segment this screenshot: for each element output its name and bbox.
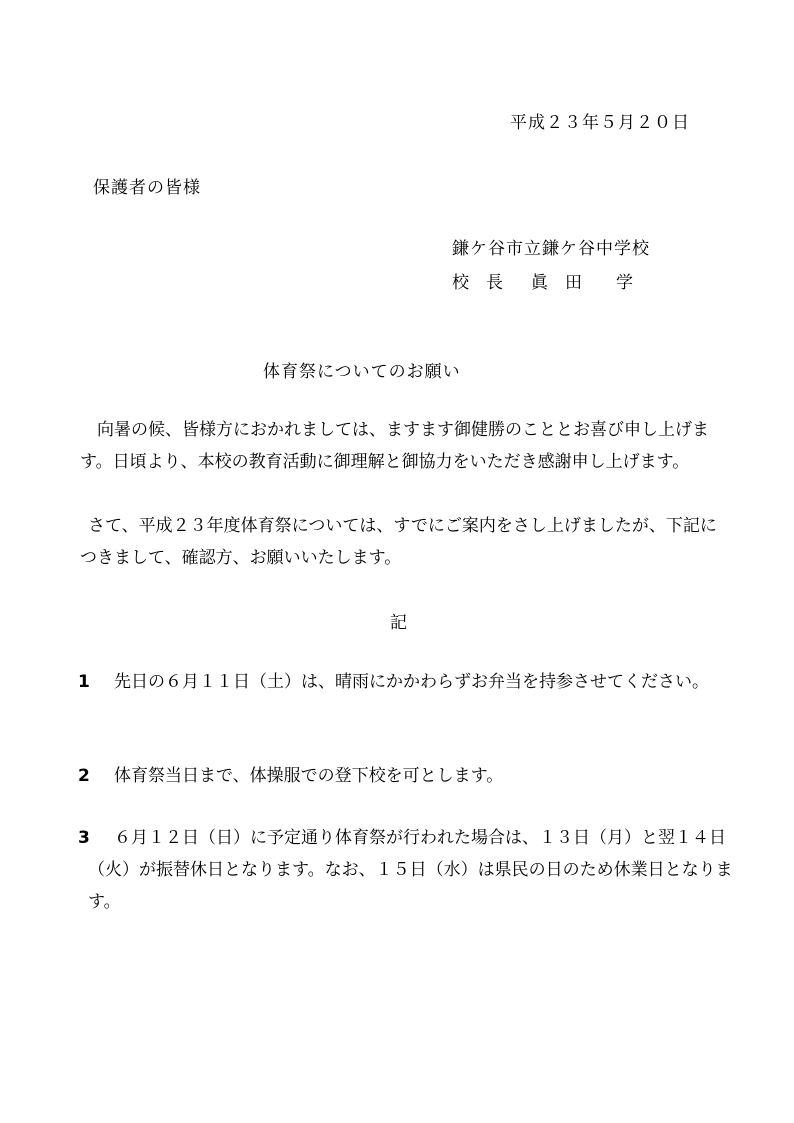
principal-signature [452, 268, 633, 293]
list-item [78, 760, 733, 792]
principal-title: 校 長 [452, 273, 503, 293]
item-text: ６月１２日（日）に予定通り体育祭が行われた場合は、１３日（月）と翌１４日（火）が振替休日となります。なお、１５日（水）は県民の日のため休業日となります。 [88, 828, 733, 912]
document-title: 体育祭についてのお願い [263, 362, 461, 382]
list-item [78, 822, 733, 918]
item-text: 体育祭当日まで、体操服での登下校を可とします。 [114, 766, 504, 786]
request-paragraph: さて、平成２３年度体育祭については、すでにご案内をさし上げましたが、下記につきまして、確認方、お願いいたします。 [80, 516, 717, 568]
school-name: 鎌ケ谷市立鎌ケ谷中学校 [452, 239, 650, 259]
item-number: 3 [78, 828, 90, 848]
document-date: 平成２３年５月２０日 [510, 113, 690, 133]
item-number: 2 [78, 766, 90, 786]
item-text: 先日の６月１１日（土）は、晴雨にかかわらずお弁当を持参させてください。 [114, 672, 709, 692]
greeting-paragraph: 向暑の候、皆様方におかれましては、ますます御健勝のこととお喜び申し上げます。日頃より、本校の教育活動に御理解と御協力をいただき感謝申し上げます。 [80, 420, 709, 472]
item-number: 1 [78, 672, 90, 692]
ki-heading: 記 [390, 613, 407, 633]
principal-name: 眞 田 学 [531, 273, 633, 293]
list-item [78, 666, 733, 698]
addressee: 保護者の皆様 [93, 178, 201, 198]
